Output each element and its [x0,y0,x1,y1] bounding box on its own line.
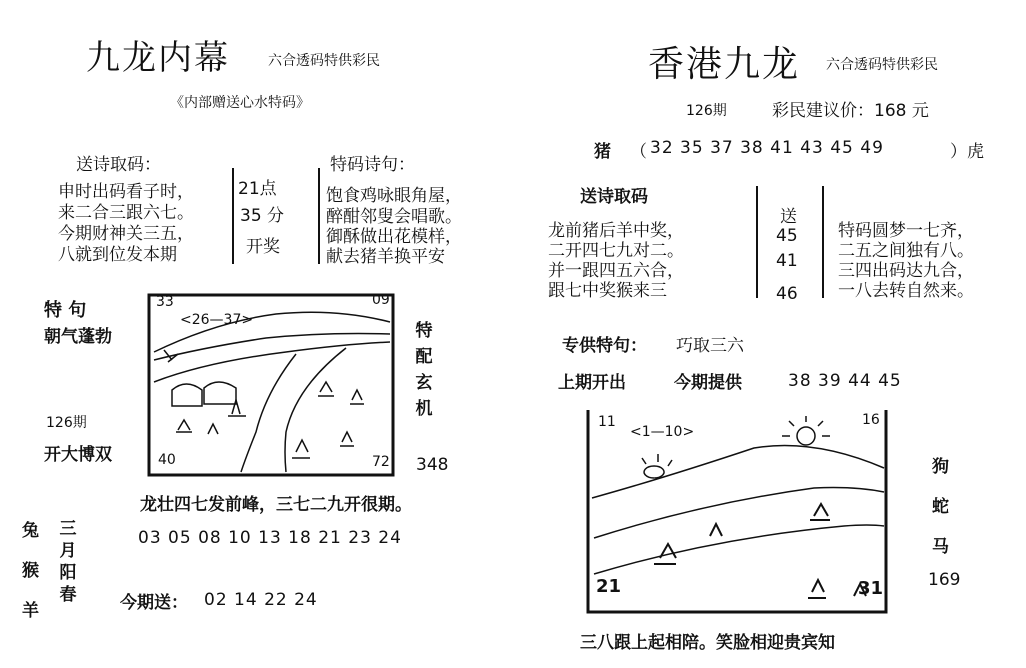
right-give-col-1: 送 [780,207,797,227]
left-box-tr: 09 [372,292,390,308]
right-divider-1 [756,186,758,298]
right-give-col-3: 41 [776,251,798,271]
right-special-text: 巧取三六 [676,336,744,356]
left-box-tl: 33 [156,294,174,310]
left-divider-1 [232,168,234,264]
left-draw-hour: 21点 [238,179,277,199]
left-zodiac-3: 羊 [22,601,39,621]
left-poem-heading: 送诗取码： [76,155,161,175]
right-poem-line-1: 龙前猪后羊中奖， [548,221,684,241]
right-box-tr: 16 [862,412,880,428]
left-bottom-line: 龙壮四七发前峰，三七二九开很期。 [140,495,412,515]
right-poem-line-4: 跟七中奖猴来三 [548,281,667,301]
right-bottom-line: 三八跟上起相陪。笑脸相迎贵宾知 [580,633,835,653]
right-side-zodiac-3: 马 [932,537,949,557]
right-verse-line-1: 特码圆梦一七齐， [838,221,974,241]
left-issue: 126期 [46,415,87,431]
right-pig-numbers: 32 35 37 38 41 43 45 49 [650,138,884,158]
left-special-heading: 特 句 [44,300,87,321]
right-issue: 126期 [686,103,727,119]
right-verse-line-4: 一八去转自然来。 [838,281,974,301]
right-pig-close: ）虎 [950,142,984,162]
right-box-range: <1—10> [630,424,695,440]
right-side-zodiac-1: 狗 [932,457,949,477]
left-subtitle: 六合透码特供彩民 [268,53,380,69]
right-box-bl: 21 [596,576,622,597]
right-price-text: 彩民建议价：168 元 [772,101,929,121]
right-verse-line-3: 三四出码达九合， [838,261,974,281]
left-verse-line-1: 饱食鸡咏眼角屋， [326,186,462,206]
left-poem-line-2: 来二合三跟六七。 [58,203,194,223]
right-box-br: 31 [858,578,884,599]
left-side-text: 特配玄机 [415,321,433,419]
left-verse-line-4: 献去猪羊换平安 [326,247,445,267]
left-poem-line-3: 今期财神关三五， [58,224,194,244]
right-poem-line-3: 并一跟四五六合， [548,261,684,281]
left-give-label: 今期送： [120,593,188,613]
left-box-bl: 40 [158,452,176,468]
left-zodiac-2: 猴 [22,561,39,581]
left-side-number: 348 [416,455,449,475]
left-poem-line-1: 申时出码看子时， [58,182,194,202]
right-side-zodiac-2: 蛇 [932,497,949,517]
right-poem-line-2: 二开四七九对二。 [548,241,684,261]
right-last-label: 上期开出 [558,373,626,393]
left-special-text: 朝气蓬勃 [44,327,112,347]
right-today-label: 今期提供 [674,373,742,393]
left-box-range: <26—37> [180,312,254,328]
left-season-text: 三月阳春 [59,519,77,605]
right-pig-label: 猪 [594,142,611,162]
right-pig-open: （ [630,142,647,162]
right-today-numbers: 38 39 44 45 [788,371,902,391]
left-bracket-note: 《内部赠送心水特码》 [170,95,310,111]
right-divider-2 [822,186,824,298]
left-divider-2 [318,168,320,264]
right-give-col-2: 45 [776,226,798,246]
left-verse-heading: 特码诗句： [330,155,415,175]
left-give-numbers: 02 14 22 24 [204,590,318,610]
right-side-number: 169 [928,570,961,590]
left-numbers-line: 03 05 08 10 13 18 21 23 24 [138,528,402,548]
right-poem-heading: 送诗取码 [580,187,648,207]
left-box-br: 72 [372,454,390,470]
right-verse-line-2: 二五之间独有八。 [838,241,974,261]
right-subtitle: 六合透码特供彩民 [826,57,938,73]
right-title: 香港九龙 [648,44,801,85]
right-box-tl: 11 [598,414,616,430]
left-verse-line-3: 御酥做出花模样， [326,227,462,247]
left-open-text: 开大博双 [44,445,112,465]
right-special-label: 专供特句： [562,336,647,356]
left-poem-line-4: 八就到位发本期 [58,245,177,265]
left-title: 九龙内幕 [86,38,230,78]
left-draw-minute: 35 分 [240,206,285,226]
left-zodiac-1: 兔 [22,521,39,541]
left-draw-label: 开奖 [246,237,280,257]
right-give-col-4: 46 [776,284,798,304]
left-verse-line-2: 醉酣邻叟会唱歌。 [326,207,462,227]
